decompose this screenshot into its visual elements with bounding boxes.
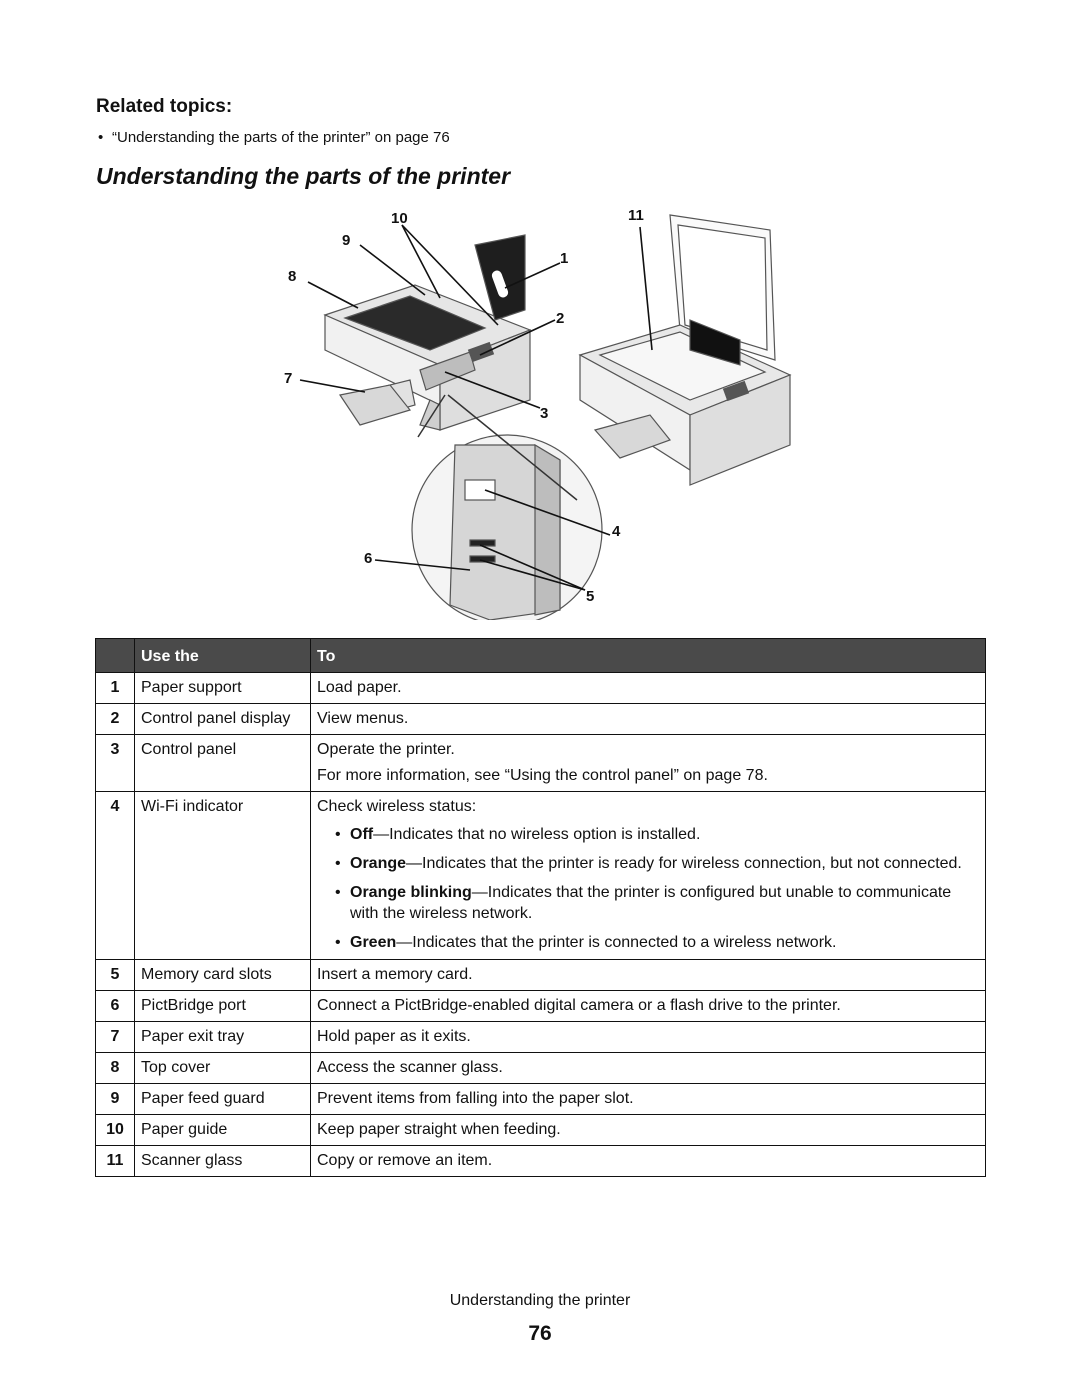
section-title: Understanding the parts of the printer <box>96 163 511 189</box>
table-row <box>96 735 986 792</box>
row-use: PictBridge port <box>135 991 311 1022</box>
row-use: Scanner glass <box>135 1146 311 1177</box>
printer-left-illustration <box>325 235 530 430</box>
table-header-row <box>96 639 986 673</box>
row-use: Wi-Fi indicator <box>135 792 311 960</box>
status-description: —Indicates that the printer is ready for wireless connection, but not connected. <box>406 855 962 872</box>
related-topic-item <box>98 129 450 146</box>
row-to <box>311 1022 986 1053</box>
callout-2: 2 <box>556 310 565 327</box>
row-to-text: Insert a memory card. <box>317 966 473 983</box>
table-row <box>96 960 986 991</box>
row-use: Paper guide <box>135 1115 311 1146</box>
row-number: 6 <box>96 991 135 1022</box>
list-item <box>317 853 979 874</box>
row-to-text: Check wireless status: <box>317 798 477 815</box>
list-item <box>317 882 979 924</box>
row-to <box>311 1084 986 1115</box>
row-use: Top cover <box>135 1053 311 1084</box>
row-to-text: Connect a PictBridge-enabled digital camera or a flash drive to the printer. <box>317 997 841 1014</box>
page-footer: Understanding the printer <box>449 1292 631 1309</box>
printer-parts-table <box>95 638 986 1177</box>
callout-6: 6 <box>364 550 373 567</box>
row-number: 11 <box>96 1146 135 1177</box>
row-number: 3 <box>96 735 135 792</box>
related-topic-link[interactable]: “Understanding the parts of the printer” on page 76 <box>112 129 450 146</box>
table-row <box>96 1022 986 1053</box>
row-to <box>311 1053 986 1084</box>
table-header-use: Use the <box>135 639 311 673</box>
row-to-text: Operate the printer. <box>317 741 455 758</box>
callout-1: 1 <box>560 250 569 267</box>
page-number: 76 <box>528 1322 552 1345</box>
row-to-text: Prevent items from falling into the paper slot. <box>317 1090 634 1107</box>
row-number: 4 <box>96 792 135 960</box>
row-to-text: Hold paper as it exits. <box>317 1028 471 1045</box>
printer-parts-figure <box>270 200 830 620</box>
list-item <box>317 932 979 953</box>
status-term: Off <box>350 826 374 843</box>
row-number: 8 <box>96 1053 135 1084</box>
table-row <box>96 1084 986 1115</box>
table-row <box>96 1146 986 1177</box>
list-item <box>317 824 979 845</box>
table-row <box>96 1115 986 1146</box>
row-use: Paper exit tray <box>135 1022 311 1053</box>
table-header-to: To <box>311 639 986 673</box>
callout-5: 5 <box>586 588 595 605</box>
row-number: 9 <box>96 1084 135 1115</box>
row-to-text: Copy or remove an item. <box>317 1152 493 1169</box>
row-to <box>311 991 986 1022</box>
table-row <box>96 1053 986 1084</box>
status-term: Orange <box>350 855 407 872</box>
related-topics-heading: Related topics: <box>96 96 233 117</box>
row-use: Memory card slots <box>135 960 311 991</box>
callout-11: 11 <box>628 207 644 224</box>
callout-3: 3 <box>540 405 549 422</box>
callout-8: 8 <box>288 268 297 285</box>
callout-4: 4 <box>612 523 621 540</box>
row-to-text: Access the scanner glass. <box>317 1059 503 1076</box>
row-number: 10 <box>96 1115 135 1146</box>
row-use: Paper feed guard <box>135 1084 311 1115</box>
row-to <box>311 960 986 991</box>
row-number: 5 <box>96 960 135 991</box>
status-term: Green <box>350 934 397 951</box>
row-to-text: Load paper. <box>317 679 402 696</box>
status-term: Orange blinking <box>350 884 472 901</box>
table-row <box>96 991 986 1022</box>
table-row <box>96 792 986 960</box>
row-to <box>311 792 986 960</box>
table-header-num <box>96 639 135 673</box>
row-number: 1 <box>96 673 135 704</box>
row-to-text: View menus. <box>317 710 409 727</box>
status-description: —Indicates that the printer is connected to a wireless network. <box>396 934 837 951</box>
row-to <box>311 704 986 735</box>
row-use: Control panel <box>135 735 311 792</box>
row-to <box>311 735 986 792</box>
row-to <box>311 1115 986 1146</box>
printer-illustration <box>270 200 830 620</box>
row-to <box>311 673 986 704</box>
callout-7: 7 <box>284 370 293 387</box>
callout-10: 10 <box>391 210 408 227</box>
callout-9: 9 <box>342 232 351 249</box>
printer-right-illustration <box>580 215 790 485</box>
row-to-reference[interactable]: For more information, see “Using the control panel” on page 78. <box>317 767 768 784</box>
row-to-text: Keep paper straight when feeding. <box>317 1121 561 1138</box>
status-description: —Indicates that the printer is configured but unable to communicate with the wireless network. <box>350 884 952 922</box>
wifi-status-list <box>317 824 979 953</box>
row-number: 2 <box>96 704 135 735</box>
row-to <box>311 1146 986 1177</box>
status-description: —Indicates that no wireless option is installed. <box>373 826 701 843</box>
row-use: Control panel display <box>135 704 311 735</box>
bullet-icon: • <box>98 129 104 146</box>
table-row <box>96 704 986 735</box>
row-number: 7 <box>96 1022 135 1053</box>
table-row <box>96 673 986 704</box>
row-use: Paper support <box>135 673 311 704</box>
